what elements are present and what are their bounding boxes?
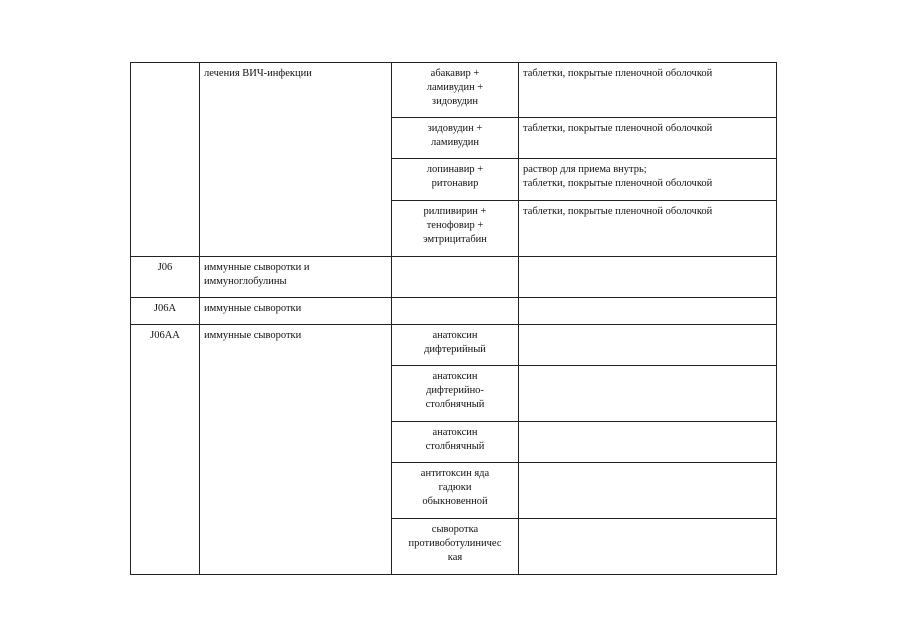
drug-name-cell	[392, 422, 519, 463]
drug-name-line: столбнячный	[425, 399, 485, 410]
atc-code-cell: J06A	[131, 298, 200, 325]
dosage-form-cell	[519, 298, 777, 325]
drug-name-cell	[392, 519, 519, 575]
drug-name-cell	[392, 257, 519, 298]
table-row	[131, 63, 777, 118]
dosage-form-cell	[519, 463, 777, 519]
dosage-form-line: таблетки, покрытые пленочной оболочкой	[523, 206, 713, 217]
drug-name-line: анатоксин	[432, 330, 478, 341]
atc-code-cell	[131, 63, 200, 257]
drug-name-cell	[392, 63, 519, 118]
drug-name-line: зидовудин +	[427, 123, 483, 134]
table-row	[131, 298, 777, 325]
drug-name-cell	[392, 463, 519, 519]
table-row	[131, 325, 777, 366]
group-name-cell: иммунные сыворотки	[200, 298, 392, 325]
drug-name-line: сыворотка	[431, 524, 479, 535]
drug-name-cell	[392, 118, 519, 159]
dosage-form-cell	[519, 118, 777, 159]
drug-list-table	[130, 62, 777, 575]
atc-code-cell: J06	[131, 257, 200, 298]
dosage-form-cell	[519, 257, 777, 298]
drug-name-line: рилпивирин +	[423, 206, 487, 217]
drug-name-line: тенофовир +	[426, 220, 484, 231]
drug-name-line: обыкновенной	[422, 496, 488, 507]
dosage-form-cell	[519, 422, 777, 463]
atc-code-cell: J06AA	[131, 325, 200, 575]
drug-name-line: кая	[447, 552, 463, 563]
drug-name-line: дифтерийный	[424, 344, 486, 355]
dosage-form-cell	[519, 63, 777, 118]
drug-name-line: эмтрицитабин	[423, 234, 487, 245]
drug-name-line: гадюки	[438, 482, 472, 493]
group-name-cell: лечения ВИЧ-инфекции	[200, 63, 392, 257]
drug-name-cell	[392, 298, 519, 325]
drug-name-line: ламивудин	[431, 137, 479, 148]
drug-name-line: абакавир +	[430, 68, 480, 79]
drug-name-cell	[392, 366, 519, 422]
dosage-form-cell	[519, 325, 777, 366]
dosage-form-line: таблетки, покрытые пленочной оболочкой	[523, 123, 713, 134]
dosage-form-cell	[519, 366, 777, 422]
drug-name-cell	[392, 201, 519, 257]
dosage-form-cell	[519, 519, 777, 575]
drug-name-line: анатоксин	[432, 371, 478, 382]
dosage-form-cell	[519, 159, 777, 201]
drug-name-cell	[392, 159, 519, 201]
dosage-form-line: раствор для приема внутрь;	[523, 164, 647, 175]
drug-name-line: антитоксин яда	[420, 468, 490, 479]
dosage-form-line: таблетки, покрытые пленочной оболочкой	[523, 178, 713, 189]
drug-name-line: лопинавир +	[426, 164, 484, 175]
drug-name-line: ритонавир	[431, 178, 479, 189]
drug-name-cell	[392, 325, 519, 366]
group-name-cell: иммунные сыворотки	[200, 325, 392, 575]
drug-name-line: дифтерийно-	[426, 385, 484, 396]
drug-name-line: зидовудин	[431, 96, 479, 107]
drug-name-line: противоботулиничес	[408, 538, 502, 549]
dosage-form-line: таблетки, покрытые пленочной оболочкой	[523, 68, 713, 79]
drug-name-line: анатоксин	[432, 427, 478, 438]
dosage-form-cell	[519, 201, 777, 257]
drug-name-line: столбнячный	[425, 441, 485, 452]
drug-name-line: ламивудин +	[426, 82, 484, 93]
table-row	[131, 257, 777, 298]
group-name-cell: иммунные сыворотки и иммуноглобулины	[200, 257, 392, 298]
